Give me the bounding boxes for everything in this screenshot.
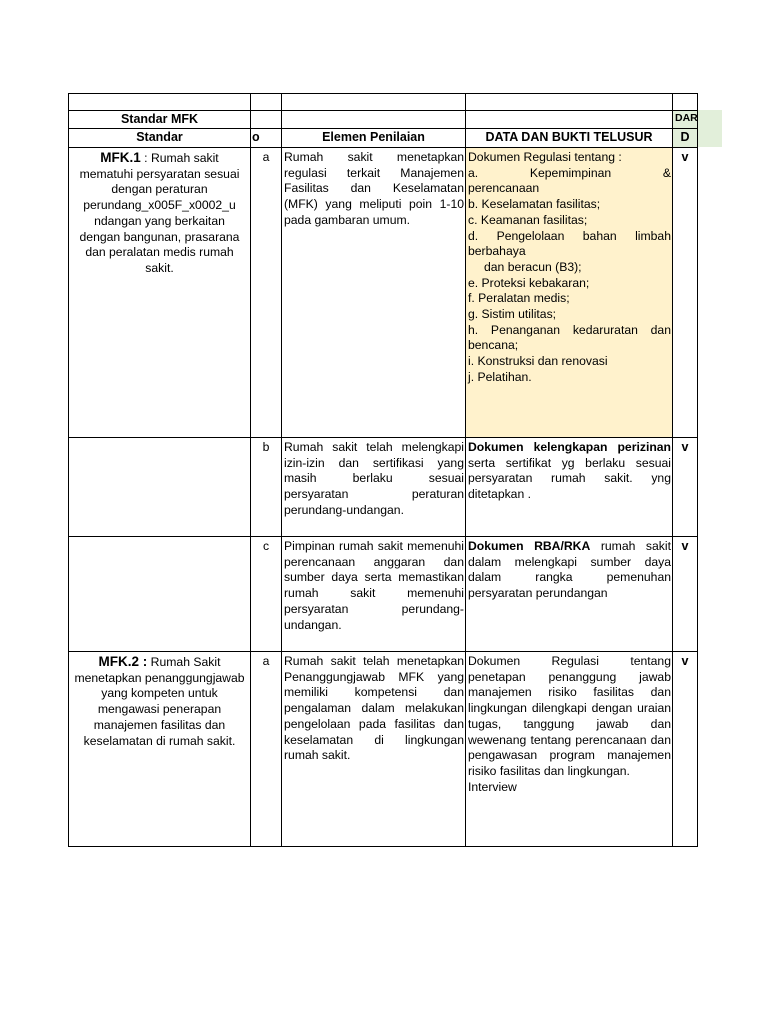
- grid-line: [68, 128, 698, 129]
- bukti-rest: serta sertifikat yg berlaku sesuai persyaratan rumah sakit. yng ditetapkan .: [468, 455, 671, 502]
- header-no-urut: o: [252, 130, 260, 144]
- standard-code: MFK.1: [100, 150, 141, 165]
- elemen-penilaian: Pimpinan rumah sakit memenuhi perencanaan anggaran dan sumber daya serta memastikan rumah sakit memenuhi persyaratan perundang-undangan.: [284, 539, 464, 632]
- grid-line: [68, 846, 698, 847]
- bukti-item: d. Pengelolaan bahan limbah berbahaya: [468, 228, 671, 259]
- grid-line: [68, 437, 698, 438]
- header-data-bukti-telusur: DATA DAN BUKTI TELUSUR: [485, 130, 653, 144]
- grid-line: [250, 93, 251, 846]
- grid-line: [68, 147, 698, 148]
- bukti-item: h. Penanganan kedaruratan dan bencana;: [468, 322, 671, 353]
- header-dar: DAR: [675, 112, 698, 124]
- bukti-extra: Interview: [468, 779, 517, 794]
- bukti-text: Dokumen Regulasi tentang penetapan penanggung jawab manajemen risiko fasilitas dan lingkungan dilengkapi dengan uraian tugas, tanggung jawab dan wewenang tentang perencanaan dan pengawasan program manajemen risiko fasilitas dan lingkungan.: [468, 654, 671, 778]
- standard-mfk1: [69, 150, 250, 436]
- standard-text: : Rumah sakit mematuhi persyaratan sesuai dengan peraturan perundang_x005F_x0002_u ndangan yang berkaitan dengan bangunan, prasarana dan peralatan medis rumah sakit.: [79, 151, 240, 275]
- bukti-bold: Dokumen RBA/RKA: [468, 539, 591, 553]
- bukti-item: c. Keamanan fasilitas;: [468, 212, 588, 227]
- check-mark: v: [681, 539, 689, 553]
- bukti-bold: Dokumen kelengkapan perizinan: [468, 440, 671, 454]
- standard-text: Rumah Sakit menetapkan penanggungjawab yang kompeten untuk mengawasi penerapan manajemen fasilitas dan keselamatan di rumah sakit.: [74, 655, 245, 748]
- data-bukti: [466, 539, 672, 650]
- bukti-item: g. Sistim utilitas;: [468, 307, 557, 322]
- row-no: c: [262, 539, 270, 553]
- grid-line: [68, 110, 698, 111]
- header-d: D: [680, 130, 690, 144]
- bukti-rest: rumah sakit dalam melengkapi sumber daya dalam rangka pemenuhan persyaratan perundangan: [468, 539, 671, 601]
- sheet-title: Standar MFK: [120, 112, 199, 126]
- standard-code: MFK.2 :: [98, 654, 148, 669]
- row-no: a: [262, 150, 270, 164]
- elemen-penilaian: Rumah sakit menetapkan regulasi terkait Manajemen Fasilitas dan Keselamatan (MFK) yang meliputi poin 1-10 pada gambaran umum.: [284, 150, 464, 227]
- bukti-item: f. Peralatan medis;: [468, 291, 570, 306]
- grid-line: [697, 93, 698, 846]
- row-no: a: [262, 654, 270, 668]
- data-bukti: [466, 654, 672, 845]
- bukti-item: perencanaan: [468, 181, 540, 196]
- check-mark: v: [681, 440, 689, 454]
- elemen-penilaian: Rumah sakit telah melengkapi izin-izin dan sertifikasi yang masih berlaku sesuai persyaratan peraturan perundang-undangan.: [284, 440, 464, 517]
- data-bukti-list: [466, 150, 672, 436]
- grid-line: [68, 536, 698, 537]
- check-mark: v: [681, 654, 689, 668]
- bukti-item: dan beracun (B3);: [484, 259, 582, 274]
- check-mark: v: [681, 150, 689, 164]
- row-no: b: [262, 440, 270, 454]
- grid-line: [672, 93, 673, 846]
- bukti-item: b. Keselamatan fasilitas;: [468, 197, 601, 212]
- header-elemen-penilaian: Elemen Penilaian: [322, 130, 425, 144]
- grid-line: [68, 651, 698, 652]
- header-standar: Standar: [136, 130, 183, 144]
- data-bukti: [466, 440, 672, 535]
- standard-mfk2: [69, 654, 250, 845]
- bukti-item: j. Pelatihan.: [468, 369, 532, 384]
- elemen-penilaian: Rumah sakit telah menetapkan Penanggungjawab MFK yang memiliki kompetensi dan pengalaman dalam melakukan pengelolaan pada fasilitas dan keselamatan di lingkungan rumah sakit.: [284, 654, 464, 763]
- bukti-intro: Dokumen Regulasi tentang :: [468, 150, 622, 164]
- grid-line: [68, 93, 698, 94]
- bukti-item: e. Proteksi kebakaran;: [468, 275, 590, 290]
- bukti-item: a. Kepemimpinan &: [468, 165, 671, 180]
- bukti-item: i. Konstruksi dan renovasi: [468, 354, 608, 369]
